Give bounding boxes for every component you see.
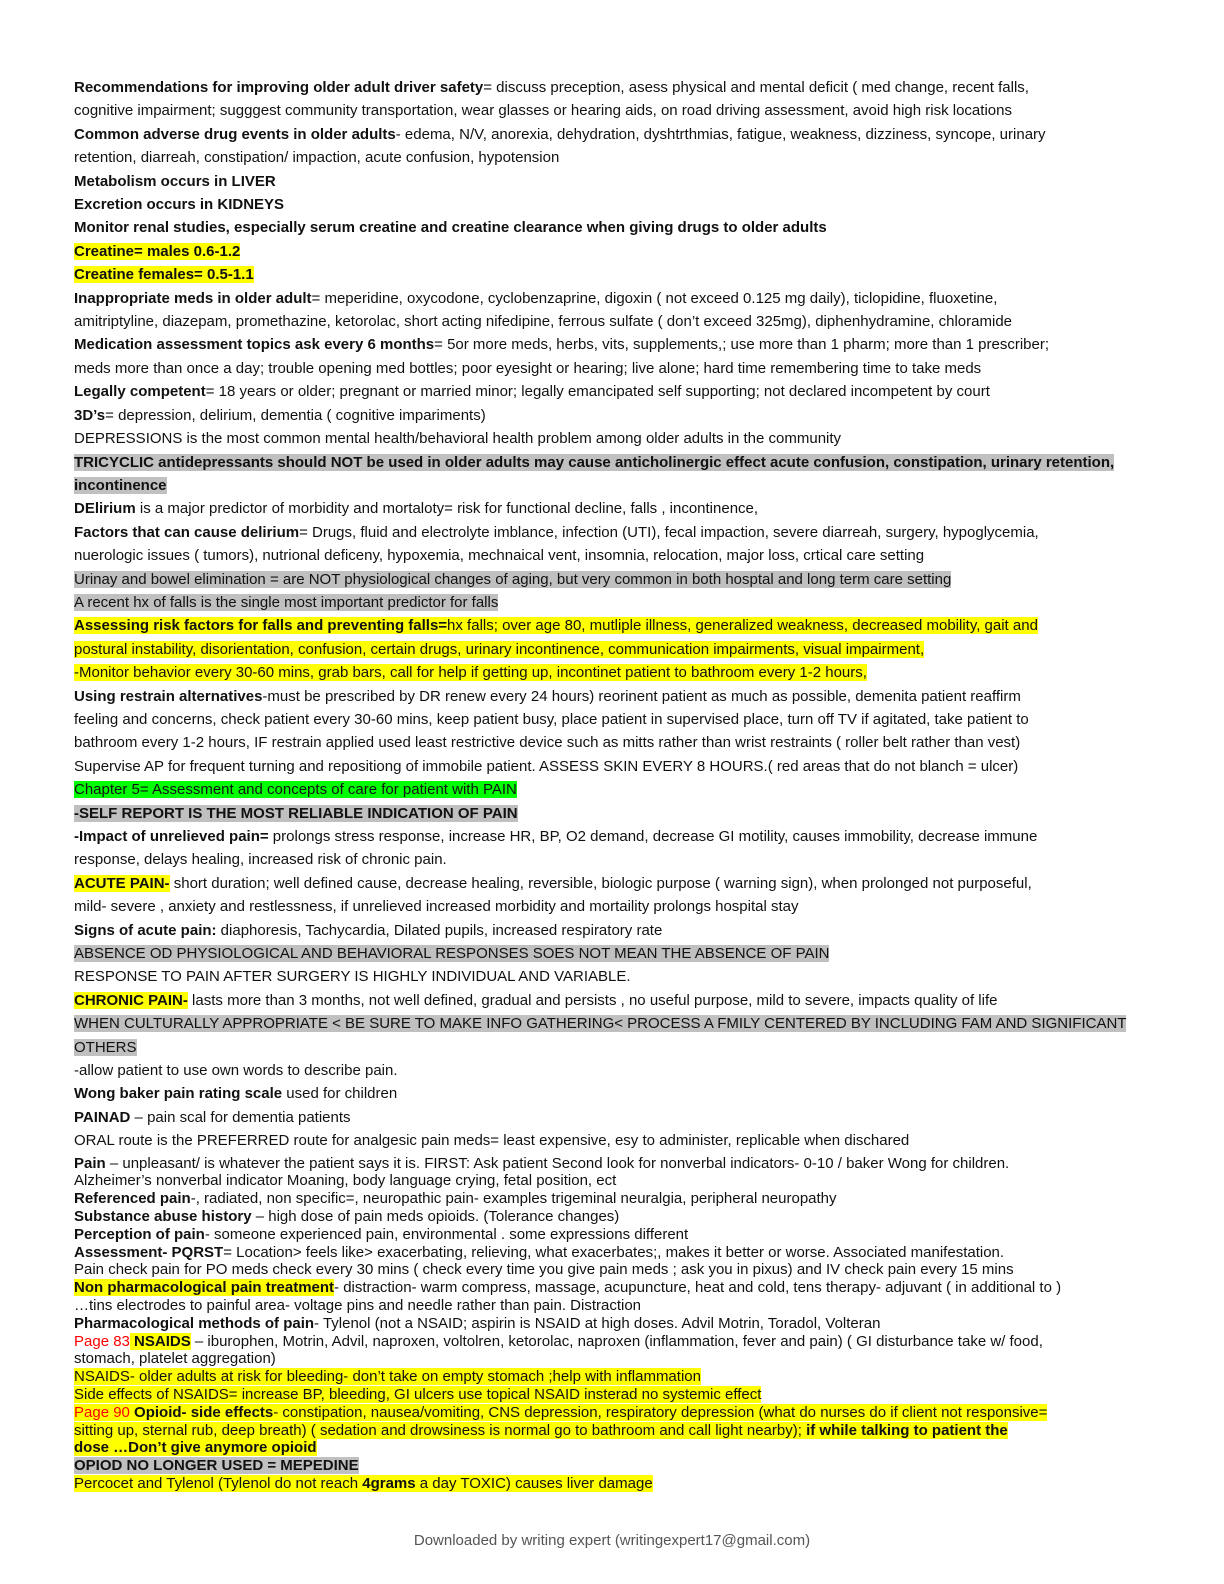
text-line — [74, 1190, 1154, 1208]
text-run: -Monitor behavior every 30-60 mins, grab bars, call for help if getting up, incontinet patient to bathroom every 1-2 hours, — [74, 664, 867, 682]
text-run: = 5or more meds, herbs, vits, supplements,; use more than 1 pharm; more than 1 prescriber; — [434, 336, 1050, 354]
text-run: OPIOD NO LONGER USED = MEPEDINE — [74, 1457, 359, 1475]
text-line — [74, 240, 1154, 263]
text-line — [74, 1350, 1154, 1368]
text-run: Wong baker pain rating scale — [74, 1085, 283, 1103]
text-run: lasts more than 3 months, not well defined, gradual and persists , no useful purpose, mild to severe, impacts quality of life — [187, 991, 998, 1009]
text-run: sitting up, sternal rub, deep breath) ( sedation and drowsiness is normal go to bathroom and call light nearby); — [74, 1421, 807, 1439]
text-run: Chapter 5= Assessment and concepts of care for patient with PAIN — [74, 781, 517, 799]
text-run: cognitive impairment; sugggest community transportation, wear glasses or hearing aids, on road driving assessment, avoid high risk locations — [74, 102, 1012, 120]
text-line — [74, 1012, 1154, 1035]
text-line — [74, 942, 1154, 965]
text-line — [74, 1129, 1154, 1152]
text-run: Assessment- PQRST — [74, 1243, 224, 1261]
text-run: = Drugs, fluid and electrolyte imblance, infection (UTI), fecal impaction, severe diarreah, surgery, hypoglycemia, — [299, 523, 1039, 541]
text-run: - Tylenol (not a NSAID; aspirin is NSAID at high doses. Advil Motrin, Toradol, Volteran — [314, 1314, 881, 1332]
text-line — [74, 99, 1154, 122]
text-run: -Impact of unrelieved pain= — [74, 828, 269, 845]
text-line — [74, 544, 1154, 567]
text-line — [74, 568, 1154, 591]
text-line — [74, 614, 1154, 637]
text-run: – pain scal for dementia patients — [130, 1108, 351, 1126]
text-run: Pharmacological methods of pain — [74, 1314, 315, 1332]
text-line — [74, 1475, 1154, 1493]
download-footer: Downloaded by writing expert (writingexpert17@gmail.com) — [413, 1532, 811, 1549]
text-line — [74, 1315, 1154, 1333]
text-line — [74, 1155, 1154, 1173]
text-line — [74, 404, 1154, 427]
text-run: Page 90 — [74, 1403, 130, 1421]
text-line — [74, 1333, 1154, 1351]
text-line — [74, 1226, 1154, 1244]
text-run: Factors that can cause delirium — [74, 523, 300, 541]
text-run: DEPRESSIONS is the most common mental health/behavioral health problem among older adults in the community — [74, 430, 842, 448]
text-run: meds more than once a day; trouble opening med bottles; poor eyesight or hearing; live alone; hard time remembering time to take meds — [74, 359, 982, 377]
text-run: if while talking to patient the — [806, 1421, 1008, 1439]
text-run: -must be prescribed by DR renew every 24 hours) reorinent patient as much as possible, demenita patient reaffirm — [262, 687, 1021, 705]
text-run: retention, diarreah, constipation/ impaction, acute confusion, hypotension — [74, 149, 560, 167]
text-run: ORAL route is the PREFERRED route for analgesic pain meds= least expensive, esy to administer, replicable when dischared — [74, 1132, 910, 1150]
text-line — [74, 731, 1154, 754]
text-run: = discuss preception, asess physical and mental deficit ( med change, recent falls, — [483, 79, 1029, 96]
notes-pain-block — [74, 1155, 1154, 1493]
text-line — [74, 451, 1154, 474]
text-run: - someone experienced pain, environmental . some expressions different — [204, 1225, 689, 1243]
text-line — [74, 193, 1154, 216]
text-run: Assessing risk factors for falls and preventing falls= — [74, 617, 448, 635]
text-run: diaphoresis, Tachycardia, Dilated pupils, increased respiratory rate — [216, 921, 663, 939]
text-run: NSAIDS- older adults at risk for bleeding- don’t take on empty stomach ;help with inflammation — [74, 1368, 701, 1386]
text-line — [74, 1036, 1154, 1059]
text-run: - edema, N/V, anorexia, dehydration, dyshtrthmias, fatigue, weakness, dizziness, syncope, urinary — [395, 125, 1046, 143]
text-run: dose …Don’t give anymore opioid — [74, 1439, 317, 1457]
text-run: hx falls; over age 80, mutliple illness, generalized weakness, decreased mobility, gait and — [447, 617, 1038, 635]
text-run: – iburophen, Motrin, Advil, naproxen, voltolren, ketorolac, naproxen (inflammation, fever and pain) ( GI disturbance take w/ food, — [190, 1332, 1043, 1350]
text-line — [74, 310, 1154, 333]
text-run: Opioid- side effects — [129, 1403, 274, 1421]
text-run: a day TOXIC) causes liver damage — [415, 1475, 653, 1493]
text-line — [74, 380, 1154, 403]
text-run: Perception of pain — [74, 1225, 205, 1243]
text-line — [74, 216, 1154, 239]
text-run: Alzheimer’s nonverbal indicator Moaning, body language crying, fetal position, ect — [74, 1172, 617, 1190]
text-line — [74, 427, 1154, 450]
text-line — [74, 1457, 1154, 1475]
text-line — [74, 1059, 1154, 1082]
text-run: mild- severe , anxiety and restlessness, if unrelieved increased morbidity and mortaility prolongs hospital stay — [74, 898, 799, 916]
text-run: Urinay and bowel elimination = are NOT physiological changes of aging, but very common in both hosptal and long term care setting — [74, 570, 952, 588]
text-line — [74, 965, 1154, 988]
text-line — [74, 661, 1154, 684]
text-run: ACUTE PAIN- — [74, 874, 170, 892]
text-run: Creatine= males 0.6-1.2 — [74, 242, 241, 260]
text-line — [74, 1261, 1154, 1279]
text-run: Page 83 — [74, 1332, 130, 1350]
text-run: - distraction- warm compress, massage, acupuncture, heat and cold, tens therapy- adjuvant ( in additional to ) — [334, 1279, 1062, 1297]
text-run: = meperidine, oxycodone, cyclobenzaprine, digoxin ( not exceed 0.125 mg daily), ticlopidine, fluoxetine, — [311, 289, 998, 307]
text-run: Supervise AP for frequent turning and repositiong of immobile patient. ASSESS SKIN EVERY 8 HOURS.( red areas that do not blanch = ulcer) — [74, 757, 1019, 775]
text-line — [74, 989, 1154, 1012]
text-run: RESPONSE TO PAIN AFTER SURGERY IS HIGHLY INDIVIDUAL AND VARIABLE. — [74, 968, 631, 986]
text-run: Substance abuse history — [74, 1208, 252, 1226]
text-run: Metabolism occurs in LIVER — [74, 172, 276, 190]
text-run: Pain — [74, 1154, 106, 1172]
text-line — [74, 263, 1154, 286]
text-run: Legally competent — [74, 383, 206, 401]
text-line — [74, 1404, 1154, 1422]
text-line — [74, 685, 1154, 708]
text-run: bathroom every 1-2 hours, IF restrain applied used least restrictive device such as mitts rather than wrist restraints ( roller belt rather than vest) — [74, 734, 1021, 752]
text-line — [74, 778, 1154, 801]
text-run: NSAIDS — [129, 1332, 191, 1350]
text-line — [74, 521, 1154, 544]
text-line — [74, 1172, 1154, 1190]
text-line — [74, 474, 1154, 497]
text-line — [74, 1082, 1154, 1105]
text-run: stomach, platelet aggregation) — [74, 1350, 276, 1368]
text-line — [74, 146, 1154, 169]
text-run: PAINAD — [74, 1108, 131, 1126]
text-line — [74, 1279, 1154, 1297]
text-run: Inappropriate meds in older adult — [74, 289, 312, 307]
text-line — [74, 1297, 1154, 1315]
text-run: Creatine females= 0.5-1.1 — [74, 266, 254, 284]
text-line — [74, 825, 1154, 848]
text-run: Recommendations for improving older adult driver safety — [74, 79, 484, 96]
text-run: 4grams — [362, 1475, 416, 1493]
text-run: Side effects of NSAIDS= increase BP, bleeding, GI ulcers use topical NSAID insterad no systemic effect — [74, 1386, 762, 1404]
text-line — [74, 802, 1154, 825]
text-run: – high dose of pain meds opioids. (Tolerance changes) — [251, 1208, 620, 1226]
text-run: = depression, delirium, dementia ( cognitive impariments) — [105, 406, 486, 424]
text-run: CHRONIC PAIN- — [74, 991, 188, 1009]
text-line — [74, 1422, 1154, 1440]
text-run: WHEN CULTURALLY APPROPRIATE < BE SURE TO MAKE INFO GATHERING< PROCESS A FMILY CENTERED BY INCLUDING FAM AND SIGNIFICANT — [74, 1015, 1127, 1033]
text-line — [74, 497, 1154, 520]
text-run: OTHERS — [74, 1038, 137, 1056]
text-run: Medication assessment topics ask every 6 months — [74, 336, 435, 354]
text-line — [74, 1439, 1154, 1457]
text-line — [74, 1368, 1154, 1386]
text-line — [74, 123, 1154, 146]
text-run: Monitor renal studies, especially serum creatine and creatine clearance when giving drugs to older adults — [74, 219, 827, 237]
text-line — [74, 919, 1154, 942]
text-run: Excretion occurs in KIDNEYS — [74, 196, 285, 214]
text-run: …tins electrodes to painful area- voltage pins and needle rather than pain. Distraction — [74, 1297, 642, 1315]
text-run: feeling and concerns, check patient every 30-60 mins, keep patient busy, place patient in supervised place, turn off TV if agitated, take patient to — [74, 710, 1029, 728]
text-line — [74, 76, 1154, 99]
text-run: 3D’s — [74, 406, 106, 424]
text-run: - constipation, nausea/vomiting, CNS depression, respiratory depression (what do nurses do if client not responsive= — [273, 1403, 1048, 1421]
text-line — [74, 1208, 1154, 1226]
text-run: is a major predictor of morbidity and mortaloty= risk for functional decline, falls , incontinence, — [135, 500, 759, 518]
text-line — [74, 1244, 1154, 1262]
text-run: DElirium — [74, 500, 136, 518]
text-run: Common adverse drug events in older adults — [74, 125, 396, 143]
text-run: prolongs stress response, increase HR, BP, O2 demand, decrease GI motility, causes immobility, decrease immune — [268, 828, 1038, 845]
text-run: Signs of acute pain: — [74, 921, 217, 939]
text-run: short duration; well defined cause, decrease healing, reversible, biologic purpose ( warning sign), when prolonged not purposeful, — [169, 874, 1032, 892]
text-run: Using restrain alternatives — [74, 687, 263, 705]
text-run: Referenced pain — [74, 1190, 191, 1208]
text-run: postural instability, disorientation, confusion, certain drugs, urinary incontinence, communication impairments, visual impairment, — [74, 640, 925, 658]
text-line — [74, 591, 1154, 614]
text-run: incontinence — [74, 476, 167, 494]
text-run: – unpleasant/ is whatever the patient says it is. FIRST: Ask patient Second look for nonverbal indicators- 0-10 / baker Wong for children. — [105, 1154, 1010, 1172]
text-run: A recent hx of falls is the single most important predictor for falls — [74, 593, 499, 611]
text-run: nuerologic issues ( tumors), nutrional deficeny, hypoxemia, mechnaical vent, insomnia, relocation, major loss, crtical care setting — [74, 547, 925, 565]
text-line — [74, 287, 1154, 310]
text-line — [74, 848, 1154, 871]
document-body — [74, 76, 1154, 1493]
text-run: -SELF REPORT IS THE MOST RELIABLE INDICATION OF PAIN — [74, 804, 518, 822]
text-run: used for children — [282, 1085, 398, 1103]
text-line — [74, 357, 1154, 380]
text-line — [74, 170, 1154, 193]
text-line — [74, 755, 1154, 778]
text-run: Percocet and Tylenol (Tylenol do not reach — [74, 1475, 363, 1493]
text-run: = 18 years or older; pregnant or married minor; legally emancipated self supporting; not declared incompetent by court — [205, 383, 990, 401]
text-line — [74, 872, 1154, 895]
text-run: -, radiated, non specific=, neuropathic pain- examples trigeminal neuralgia, peripheral neuropathy — [190, 1190, 837, 1208]
text-line — [74, 638, 1154, 661]
text-line — [74, 1106, 1154, 1129]
text-run: -allow patient to use own words to describe pain. — [74, 1062, 398, 1080]
text-run: Pain check pain for PO meds check every 30 mins ( check every time you give pain meds ; ask you in pixus) and IV check pain every 15 mins — [74, 1261, 1014, 1279]
text-line — [74, 895, 1154, 918]
text-run: response, delays healing, increased risk of chronic pain. — [74, 851, 447, 869]
text-line — [74, 333, 1154, 356]
text-run: Non pharmacological pain treatment — [74, 1279, 335, 1297]
text-run: amitriptyline, diazepam, promethazine, ketorolac, short acting nifedipine, ferrous sulfate ( don’t exceed 325mg), diphenhydramine, chloramide — [74, 313, 1012, 331]
text-run: ABSENCE OD PHYSIOLOGICAL AND BEHAVIORAL RESPONSES SOES NOT MEAN THE ABSENCE OF PAIN — [74, 945, 830, 963]
text-run: = Location> feels like> exacerbating, relieving, what exacerbates;, makes it better or worse. Associated manifestation. — [223, 1243, 1005, 1261]
notes-main-block — [74, 76, 1154, 1153]
text-line — [74, 708, 1154, 731]
text-run: TRICYCLIC antidepressants should NOT be used in older adults may cause anticholinergic effect acute confusion, constipation, urinary retention, — [74, 453, 1115, 471]
text-line — [74, 1386, 1154, 1404]
